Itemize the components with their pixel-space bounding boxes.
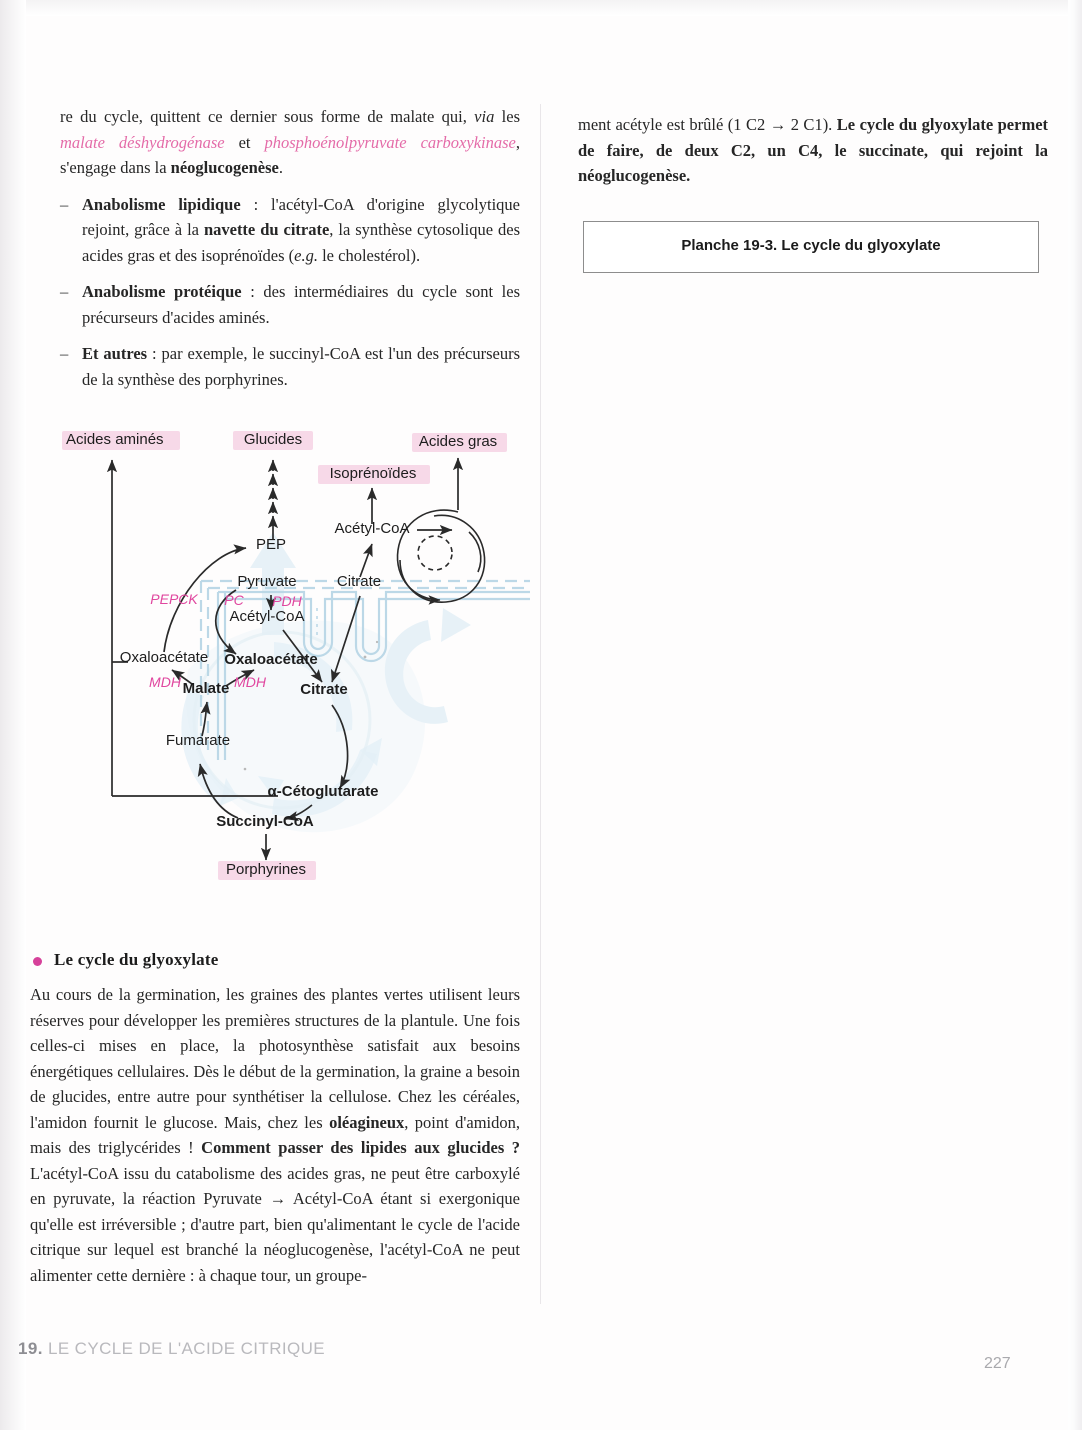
paragraph-continued-right [578, 112, 1048, 189]
figure-label-oxaloacetate-mito: Oxaloacétate [224, 651, 318, 668]
para-text-part4: , s'engage dans la [60, 132, 520, 177]
page-edge-shading-left [0, 0, 26, 1430]
sec-bold-oleagineux: oléagineux [329, 1112, 405, 1132]
planche-caption-box [583, 221, 1039, 273]
arrow-glyph-icon: → [769, 115, 787, 134]
figure-label-pep: PEP [255, 536, 287, 553]
footer-chapter-number: 19. [18, 1339, 43, 1358]
page-edge-shading-right [1068, 0, 1082, 1430]
list-item-text-1: : l'acétyl-CoA d'origine glycolytique rejoint, grâce à la [82, 194, 520, 239]
footer-chapter-label [18, 1339, 325, 1359]
enzyme-name-mdh: malate déshydrogénase [60, 132, 225, 152]
left-column-top [60, 104, 520, 392]
figure-label-oxaloacetate-cyto: Oxaloacétate [119, 649, 209, 666]
list-item [60, 279, 520, 330]
para-text-part1: re du cycle, quittent ce dernier sous forme de malate qui, [60, 107, 475, 126]
figure-enzyme-pdh: PDH [272, 593, 302, 609]
figure-label-glucides: Glucides [243, 431, 303, 448]
figure-label-acides-gras: Acides gras [418, 433, 498, 450]
list-dash-marker: – [60, 344, 69, 363]
sec-bold-question: Comment passer des lipides aux glucides ? [201, 1138, 520, 1157]
list-item-inline-bold: navette du citrate [203, 220, 330, 239]
list-item-label: Anabolisme protéique [82, 282, 242, 301]
list-item-text-1: : par exemple, le succinyl-CoA est l'un des précurseurs de la synthèse des porphyrines. [82, 344, 520, 389]
para-right-bold: Le cycle du glyoxylate permet de faire, de deux C2, un C4, le succinate, qui rejoint la néoglucogenèse [578, 115, 1049, 185]
para-text-part2: les [494, 107, 520, 126]
sec-text-3: L'acétyl-CoA issu du catabolisme des acides gras, ne peut être carboxylé en pyruvate, la réaction Pyruvate [30, 1163, 520, 1208]
para-bold-neoglucogenese: néoglucogenèse [170, 158, 279, 177]
list-item-label: Et autres [82, 344, 148, 363]
figure-label-citrate-mito: Citrate [300, 681, 348, 698]
enzyme-name-pepck: phosphoénolpyruvate carboxykinase [264, 132, 516, 152]
figure-label-isoprenoides: Isoprénoïdes [329, 465, 417, 482]
list-item-inline-italic: e.g. [294, 245, 318, 265]
figure-label-acetyl-coa-cyto: Acétyl-CoA [334, 520, 410, 537]
para-right-text2: 2 C1). [786, 115, 837, 134]
column-divider-rule [540, 104, 541, 1304]
list-item [60, 192, 520, 269]
figure-label-acides-amines: Acides aminés [66, 431, 164, 448]
figure-label-pyruvate: Pyruvate [237, 573, 297, 590]
right-column-top [578, 112, 1048, 191]
sec-text-2: , point d'amidon, mais des triglycérides ! [30, 1112, 520, 1157]
figure-label-porphyrines: Porphyrines [225, 861, 307, 878]
figure-enzyme-mdh-mito: MDH [234, 674, 266, 690]
left-column-bottom [30, 950, 520, 1290]
list-item-text-3: le cholestérol). [317, 245, 421, 265]
figure-enzyme-mdh-cyto: MDH [149, 674, 181, 690]
list-dash-marker: – [60, 282, 69, 301]
paragraph-continued-left [60, 104, 520, 181]
sec-text-1: Au cours de la germination, les graines des plantes vertes utilisent leurs réserves pour développer les premières structures de la plantule. Une fois celles-ci mises en place, la photosynthèse satisfait aux besoins énergétiques cellulaires. Dès le début de la germination, la graine a besoin de glucides, entre autre pour synthétiser la cellulose. Chez les céréales, l'amidon fournit le glucose. Mais, chez les [30, 985, 520, 1132]
figure-label-fumarate: Fumarate [165, 732, 231, 749]
page-edge-shading-top [0, 0, 1082, 16]
figure-label-citrate-cytosolic: Citrate [336, 573, 382, 590]
figure-label-succinyl-coa: Succinyl-CoA [216, 813, 314, 830]
list-dash-marker: – [60, 194, 69, 214]
list-item-text-2: , la synthèse cytosolique des acides gras et des isoprénoïdes ( [82, 220, 520, 265]
bullet-dot-icon [33, 957, 42, 966]
para-right-text3: . [686, 166, 691, 185]
para-right-text1: ment acétyle est brûlé (1 C2 [578, 115, 770, 134]
list-item-label: Anabolisme lipidique [82, 194, 241, 214]
sec-arrow-icon: → [269, 1189, 287, 1208]
figure-enzyme-pepck: PEPCK [150, 591, 198, 607]
section-heading [30, 950, 520, 970]
list-item [60, 341, 520, 392]
figure-label-alpha-cetoglutarate: α-Cétoglutarate [267, 783, 379, 800]
section-heading-text: Le cycle du glyoxylate [54, 950, 219, 969]
figure-label-malate: Malate [182, 680, 230, 697]
page-number: 227 [984, 1355, 1011, 1372]
section-paragraph [30, 982, 520, 1288]
para-text-part5: . [278, 158, 283, 177]
planche-caption-text: Planche 19-3. Le cycle du glyoxylate [681, 237, 941, 254]
para-italic-via: via [474, 107, 495, 126]
sec-text-4: Acétyl-CoA étant si exergonique qu'elle est irréversible ; d'autre part, bien qu'alimentant le cycle de l'acide citrique sur lequel est branché la néoglucogenèse, l'acétyl-CoA ne peut alimenter cette dernière : à chaque tour, un groupe- [30, 1189, 520, 1285]
figure-label-acetyl-coa-mito: Acétyl-CoA [229, 608, 305, 625]
metabolic-pathway-diagram [60, 420, 530, 900]
list-item-text-1: : des intermédiaires du cycle sont les précurseurs d'acides aminés. [82, 282, 520, 327]
para-text-part3: et [224, 132, 265, 152]
figure-enzyme-pc: PC [224, 592, 244, 608]
footer-chapter-title: LE CYCLE DE L'ACIDE CITRIQUE [47, 1339, 326, 1358]
